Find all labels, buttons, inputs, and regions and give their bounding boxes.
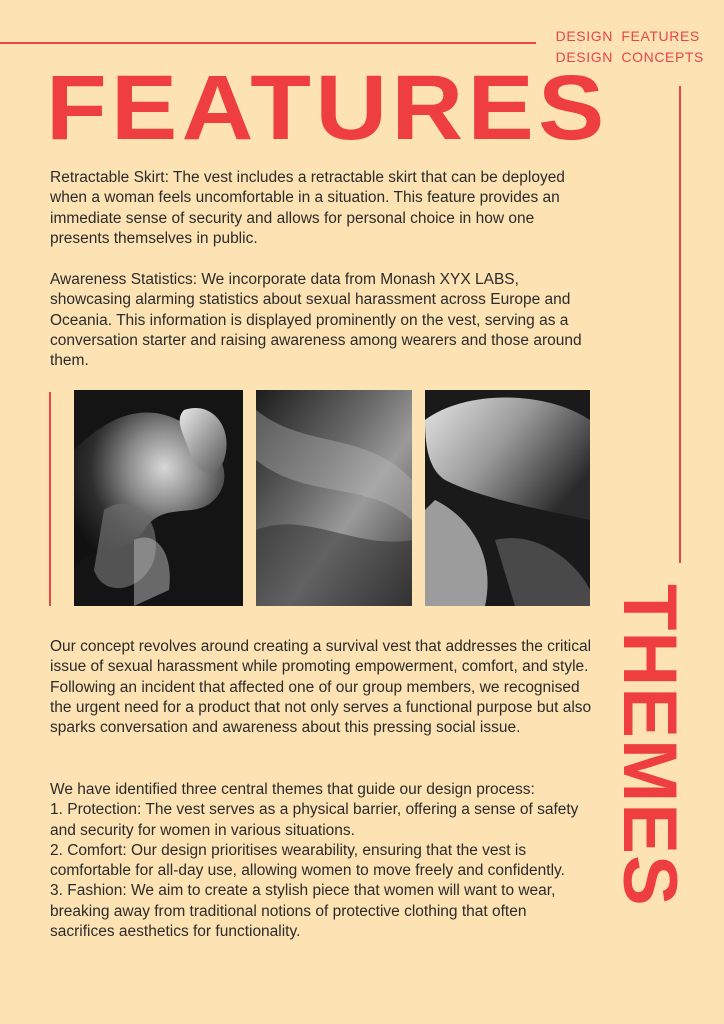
themes-list bbox=[50, 780, 595, 942]
hand-photo bbox=[74, 390, 243, 606]
paragraph-awareness-statistics: Awareness Statistics: We incorporate data from Monash XYX LABS, showcasing alarming statistics about sexual harassment across Europe and Oceania. This information is displayed prominently on the vest, serving as a conversation starter and raising awareness among wearers and those around them. bbox=[50, 271, 582, 370]
paragraph-concept: Our concept revolves around creating a survival vest that addresses the critical issue of sexual harassment while promoting empowerment, comfort, and style. Following an incident that affected one of our group members, we recognised the urgent need for a product that not only serves a functional purpose but also sparks conversation and awareness about this pressing social issue. bbox=[50, 638, 592, 737]
left-vertical-rule bbox=[49, 392, 51, 606]
theme-protection: 1. Protection: The vest serves as a physical barrier, offering a sense of safety and security for women in various situations. bbox=[50, 801, 579, 839]
theme-fashion: 3. Fashion: We aim to create a stylish piece that women will want to wear, breaking away from traditional notions of protective clothing that often sacrifices aesthetics for functionality. bbox=[50, 882, 556, 941]
nav-link-design-features[interactable]: DESIGN FEATURES bbox=[555, 28, 700, 44]
arm-photo bbox=[425, 390, 590, 606]
paragraph-retractable-skirt: Retractable Skirt: The vest includes a retractable skirt that can be deployed when a woman feels uncomfortable in a situation. This feature provides an immediate sense of security and allows for personal choice in how one presents themselves in public. bbox=[50, 169, 565, 247]
page-title: FEATURES bbox=[46, 57, 609, 159]
right-vertical-rule bbox=[679, 86, 681, 563]
theme-comfort: 2. Comfort: Our design prioritises wearability, ensuring that the vest is comfortable for all-day use, allowing women to move freely and confidently. bbox=[50, 841, 565, 880]
skin-texture-photo bbox=[256, 390, 412, 606]
nav-link-design-concepts[interactable]: DESIGN CONCEPTS bbox=[555, 49, 704, 65]
top-rule bbox=[0, 42, 536, 44]
themes-intro: We have identified three central themes that guide our design process: bbox=[50, 781, 535, 798]
themes-side-title: THEMES bbox=[607, 584, 692, 907]
